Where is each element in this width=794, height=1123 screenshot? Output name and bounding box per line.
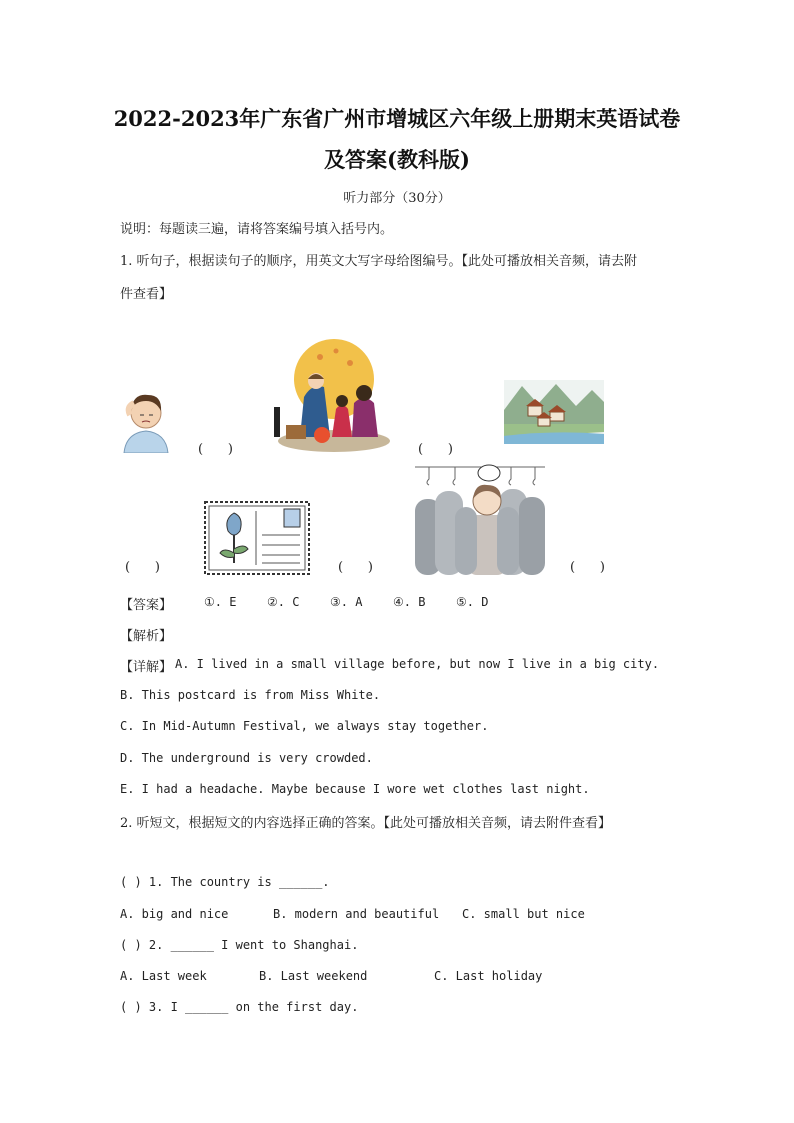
q2-item-1-option-a: A. big and nice	[120, 907, 229, 921]
village-landscape-picture	[504, 380, 604, 444]
detail-a: A. I lived in a small village before, but now I live in a big city.	[175, 657, 660, 671]
analysis-label: 【解析】	[120, 629, 173, 644]
q1-prompt-line1: 1. 听句子，根据读句子的顺序，用英文大写字母给图编号。【此处可播放相关音频，请去附	[120, 254, 638, 269]
detail-d: D. The underground is very crowded.	[120, 751, 373, 765]
answer-blank-3[interactable]: ( )	[125, 560, 160, 575]
detail-label: 【详解】	[120, 660, 173, 675]
instructions: 说明：每题读三遍，请将答案编号填入括号内。	[120, 222, 394, 237]
crowded-underground-picture	[415, 463, 545, 575]
headache-boy-picture	[120, 385, 172, 453]
answer-blank-4[interactable]: ( )	[338, 560, 373, 575]
detail-e: E. I had a headache. Maybe because I wore wet clothes last night.	[120, 782, 590, 796]
answer-blank-1[interactable]: ( )	[198, 442, 233, 457]
q2-item-3-stem: ( ) 3. I ______ on the first day.	[120, 1000, 359, 1014]
detail-b: B. This postcard is from Miss White.	[120, 688, 381, 702]
answer-blank-5[interactable]: ( )	[570, 560, 605, 575]
answer-3: ③. A	[330, 595, 363, 609]
section-heading: 听力部分（30分）	[343, 191, 451, 206]
q2-item-2-option-a: A. Last week	[120, 969, 207, 983]
postcard-picture	[204, 501, 310, 575]
answer-label: 【答案】	[120, 598, 173, 613]
page-title-line1: 2022-2023年广东省广州市增城区六年级上册期末英语试卷	[113, 106, 681, 131]
q2-item-2-stem: ( ) 2. ______ I went to Shanghai.	[120, 938, 359, 952]
q1-prompt-line2: 件查看】	[120, 287, 173, 302]
answer-5: ⑤. D	[456, 595, 489, 609]
q2-prompt: 2. 听短文，根据短文的内容选择正确的答案。【此处可播放相关音频，请去附件查看】	[120, 816, 612, 831]
answer-4: ④. B	[393, 595, 426, 609]
answer-blank-2[interactable]: ( )	[418, 442, 453, 457]
mid-autumn-family-picture	[274, 337, 392, 453]
q2-item-1-option-b: B. modern and beautiful	[273, 907, 440, 921]
q2-item-2-option-c: C. Last holiday	[434, 969, 543, 983]
page-title-line2: 及答案(教科版)	[324, 147, 470, 172]
q2-item-2-option-b: B. Last weekend	[259, 969, 368, 983]
q2-item-1-option-c: C. small but nice	[462, 907, 585, 921]
answer-1: ①. E	[204, 595, 237, 609]
q2-item-1-stem: ( ) 1. The country is ______.	[120, 875, 330, 889]
detail-c: C. In Mid-Autumn Festival, we always stay together.	[120, 719, 489, 733]
answer-2: ②. C	[267, 595, 300, 609]
